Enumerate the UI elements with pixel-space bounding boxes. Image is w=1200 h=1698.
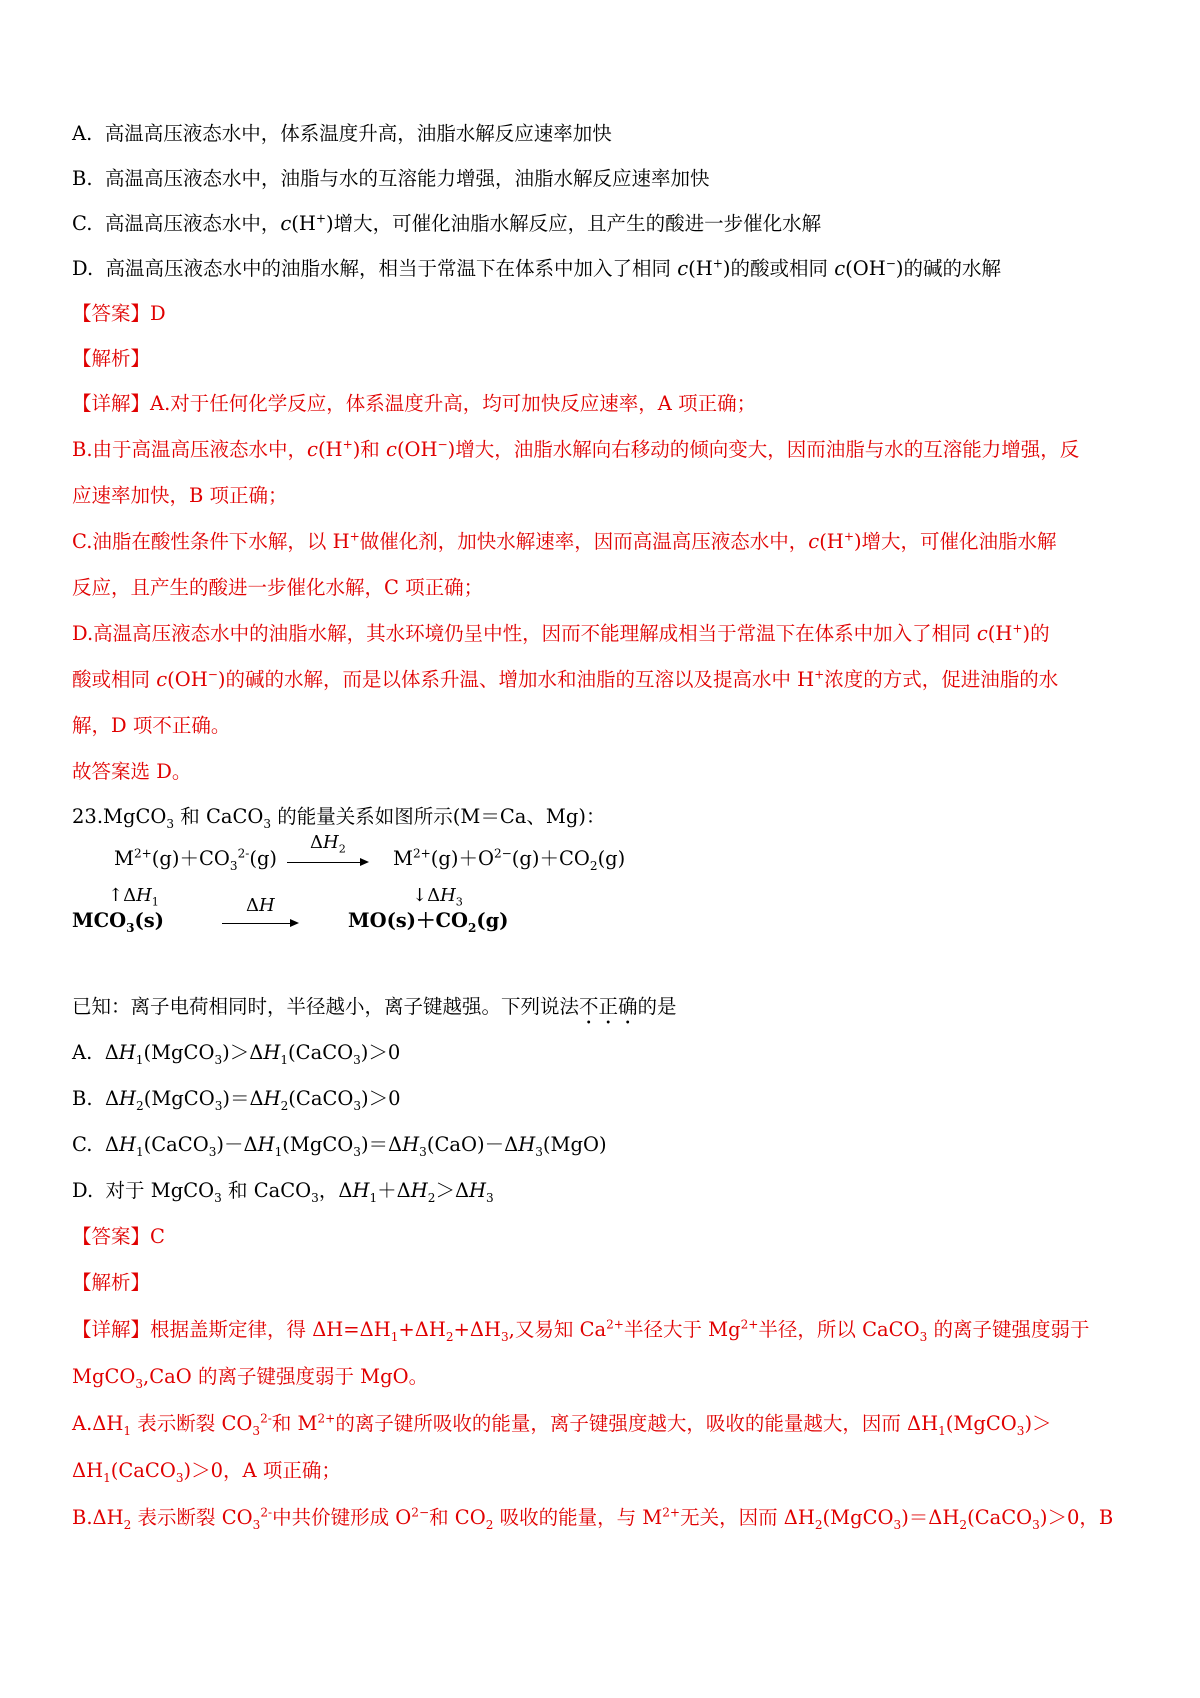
- q22-option-c: C. 高温高压液态水中，c(H+)增大，可催化油脂水解反应，且产生的酸进一步催化水解: [72, 211, 822, 235]
- q22-detail-line: 【详解】A.对于任何化学反应，体系温度升高，均可加快反应速率，A 项正确；: [72, 392, 757, 415]
- q22-conclusion: 故答案选 D。: [72, 760, 192, 783]
- diagram-dh2-label: $\Delta H_2$: [310, 832, 346, 856]
- diagram-dh3-label: $↓\Delta H_3$: [412, 885, 463, 909]
- q22-detail-line: 酸或相同 c(OH−)的碱的水解，而是以体系升温、增加水和油脂的互溶以及提高水中 H+浓度的方式，促进油脂的水: [72, 667, 1059, 691]
- q23-detail-line: $B.\Delta H_2$ 表示断裂 $CO_3^{2-}$中共价键形成 $O^{2-}$和 $CO_2$ 吸收的能量，与 $M^{2+}$无关，因而 $\Delta H_2(MgCO_3)=\Delta H_2(CaCO_3)>0$，B: [72, 1505, 1114, 1532]
- q22-detail-line: 应速率加快，B 项正确；: [72, 484, 288, 507]
- q23-analysis-label: 【解析】: [72, 1271, 151, 1294]
- diagram-dh1-label: $↑\Delta H_1$: [108, 885, 159, 909]
- diagram-bottom-left: $MCO_3(s)$: [72, 909, 164, 935]
- q23-detail-line: $\Delta H_1(CaCO_3)>0$，A 项正确；: [72, 1459, 341, 1485]
- q22-detail-line: B.由于高温高压液态水中，c(H+)和 c(OH−)增大，油脂水解向右移动的倾向变大，因而油脂与水的互溶能力增强，反: [72, 437, 1080, 461]
- q23-detail-line: $A.\Delta H_1$ 表示断裂 $CO_3^{2-}$和 $M^{2+}$的离子键所吸收的能量，离子键强度越大，吸收的能量越大，因而 $\Delta H_1(MgCO_3)>$: [72, 1411, 1052, 1438]
- q23-option-b: B. $\Delta H_2(MgCO_3)=\Delta H_2(CaCO_3)>0$: [72, 1087, 401, 1113]
- q22-option-d: D. 高温高压液态水中的油脂水解，相当于常温下在体系中加入了相同 c(H+)的酸或相同 c(OH−)的碱的水解: [72, 256, 1001, 280]
- q22-detail-line: D.高温高压液态水中的油脂水解，其水环境仍呈中性，因而不能理解成相当于常温下在体系中加入了相同 c(H+)的: [72, 621, 1050, 645]
- q22-answer: 【答案】D: [72, 302, 166, 325]
- q23-option-c: C. $\Delta H_1(CaCO_3)-\Delta H_1(MgCO_3)=\Delta H_3(CaO)-\Delta H_3(MgO)$: [72, 1133, 607, 1159]
- q23-detail-line: 【详解】根据盖斯定律，得 $\Delta H=\Delta H_1+\Delta H_2+\Delta H_3$,又易知 $Ca^{2+}$半径大于 $Mg^{2+}$半径，所以 CaCO$_3$ 的离子键强度弱于: [72, 1317, 1090, 1344]
- q22-option-a: A. 高温高压液态水中，体系温度升高，油脂水解反应速率加快: [72, 122, 612, 145]
- q23-answer: 【答案】C: [72, 1225, 165, 1248]
- q23-known: 已知：离子电荷相同时，半径越小，离子键越强。下列说法不正确的是: [72, 995, 677, 1018]
- q23-detail-line: MgCO$_3$,CaO 的离子键强度弱于 MgO。: [72, 1365, 429, 1391]
- diagram-top-right: $M^{2+}(g)+O^{2-}(g)+CO_2(g)$: [393, 846, 626, 873]
- diagram-dh-label: ΔH: [246, 895, 275, 916]
- q22-detail-line: 解，D 项不正确。: [72, 714, 231, 737]
- diagram-bottom-right: $MO(s)+CO_2(g)$: [348, 909, 509, 935]
- q22-detail-line: 反应，且产生的酸进一步催化水解，C 项正确；: [72, 576, 484, 599]
- q23-option-a: A. $\Delta H_1(MgCO_3)>\Delta H_1(CaCO_3)>0$: [72, 1041, 401, 1067]
- q22-analysis-label: 【解析】: [72, 347, 151, 370]
- diagram-top-left: $M^{2+}(g)+CO_3^{2-}(g)$: [114, 846, 278, 873]
- q22-option-b: B. 高温高压液态水中，油脂与水的互溶能力增强，油脂水解反应速率加快: [72, 167, 710, 190]
- diagram-top-arrow: [287, 862, 367, 863]
- q22-detail-line: C.油脂在酸性条件下水解，以 H+做催化剂，加快水解速率，因而高温高压液态水中，c(H+)增大，可催化油脂水解: [72, 529, 1057, 553]
- q23-option-d: D. 对于 MgCO$_3$ 和 CaCO$_3$，$\Delta H_1+\Delta H_2>\Delta H_3$: [72, 1179, 494, 1205]
- q23-stem: 23.MgCO$_3$ 和 CaCO$_3$ 的能量关系如图所示(M＝Ca、Mg)：: [72, 805, 606, 831]
- diagram-bottom-arrow: [222, 923, 297, 924]
